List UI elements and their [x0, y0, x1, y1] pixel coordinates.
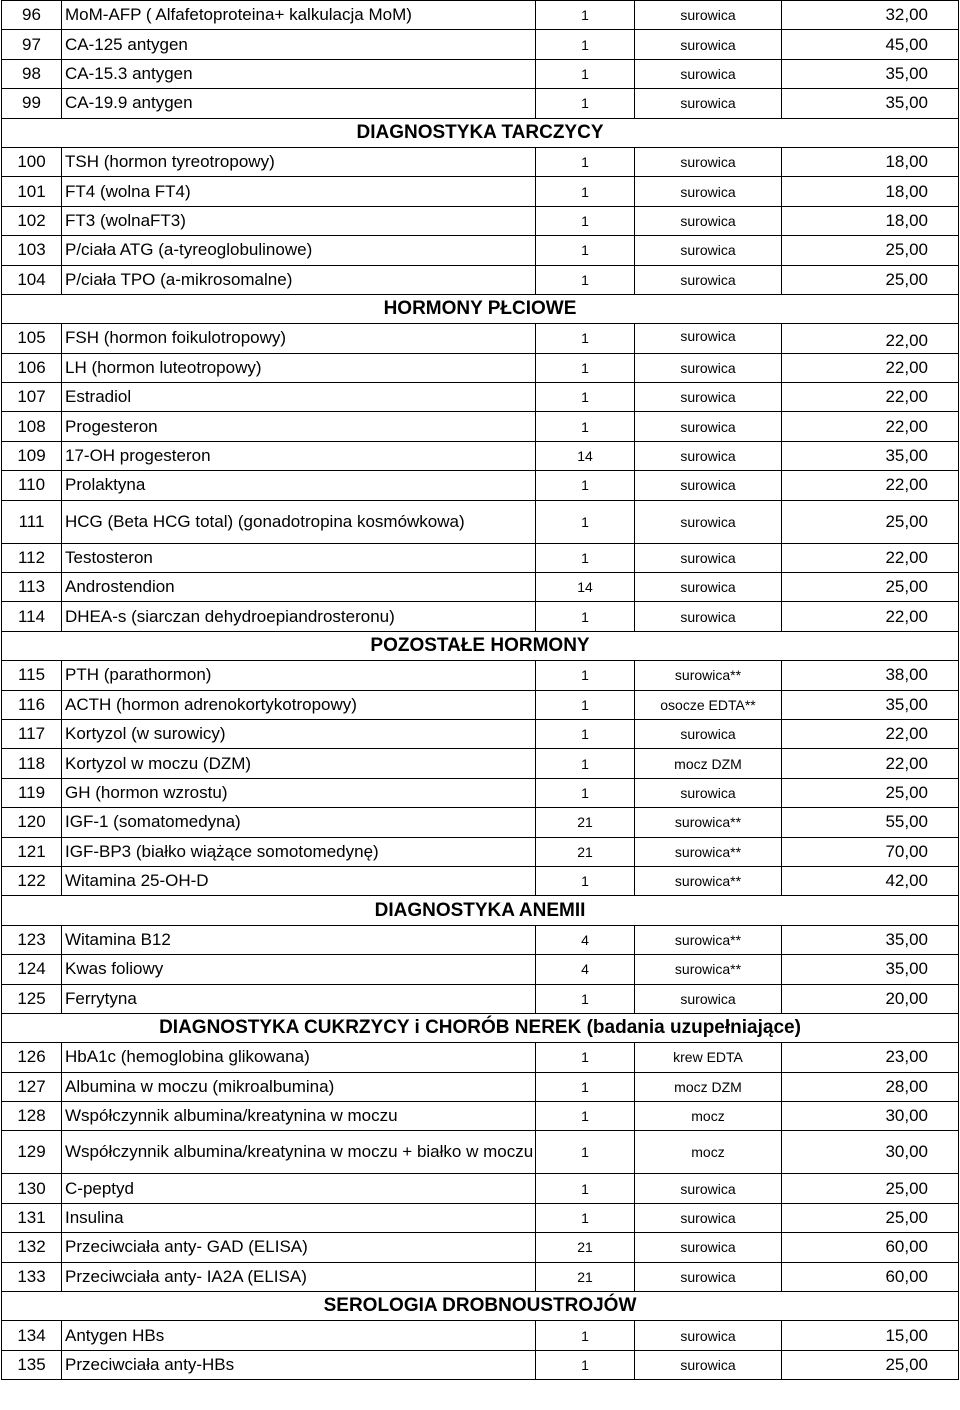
- test-number: 106: [2, 353, 62, 382]
- test-material: surowica: [635, 543, 782, 572]
- table-row: [2, 265, 959, 294]
- test-quantity: 1: [536, 147, 635, 176]
- test-price: 70,00: [782, 837, 959, 866]
- test-price: 28,00: [782, 1072, 959, 1101]
- test-number: 121: [2, 837, 62, 866]
- test-material: surowica: [635, 471, 782, 500]
- test-price: 38,00: [782, 661, 959, 690]
- test-material: mocz DZM: [635, 1072, 782, 1101]
- test-quantity: 1: [536, 1350, 635, 1379]
- test-price: 30,00: [782, 1102, 959, 1131]
- test-name: Ferrytyna: [62, 984, 536, 1013]
- test-material: surowica**: [635, 866, 782, 895]
- test-name: GH (hormon wzrostu): [62, 778, 536, 807]
- table-row: [2, 177, 959, 206]
- test-material: surowica: [635, 206, 782, 235]
- test-price: 25,00: [782, 236, 959, 265]
- test-name: Współczynnik albumina/kreatynina w moczu + białko w moczu: [62, 1131, 536, 1174]
- test-price: 35,00: [782, 59, 959, 88]
- test-name: Przeciwciała anty- IA2A (ELISA): [62, 1262, 536, 1291]
- test-number: 118: [2, 749, 62, 778]
- test-name: MoM-AFP ( Alfafetoproteina+ kalkulacja MoM): [62, 1, 536, 30]
- test-price: 20,00: [782, 984, 959, 1013]
- test-price: 18,00: [782, 147, 959, 176]
- table-row: [2, 1203, 959, 1232]
- test-quantity: 1: [536, 866, 635, 895]
- test-name: C-peptyd: [62, 1174, 536, 1203]
- test-quantity: 14: [536, 573, 635, 602]
- test-number: 115: [2, 661, 62, 690]
- test-quantity: 1: [536, 206, 635, 235]
- table-row: [2, 778, 959, 807]
- table-row: [2, 383, 959, 412]
- table-row: [2, 1174, 959, 1203]
- test-price: 25,00: [782, 500, 959, 543]
- test-price: 25,00: [782, 1203, 959, 1232]
- table-row: [2, 1043, 959, 1072]
- test-material: surowica: [635, 383, 782, 412]
- test-material: surowica: [635, 1321, 782, 1350]
- test-name: Witamina B12: [62, 925, 536, 954]
- table-row: [2, 236, 959, 265]
- section-title: POZOSTAŁE HORMONY: [2, 631, 959, 660]
- test-quantity: 1: [536, 383, 635, 412]
- test-quantity: 1: [536, 1043, 635, 1072]
- test-name: LH (hormon luteotropowy): [62, 353, 536, 382]
- test-number: 114: [2, 602, 62, 631]
- test-price: 32,00: [782, 1, 959, 30]
- test-material: surowica**: [635, 925, 782, 954]
- test-material: surowica: [635, 573, 782, 602]
- test-price: 25,00: [782, 573, 959, 602]
- test-name: IGF-BP3 (białko wiążące somotomedynę): [62, 837, 536, 866]
- test-price: 35,00: [782, 955, 959, 984]
- table-row: [2, 984, 959, 1013]
- test-name: 17-OH progesteron: [62, 441, 536, 470]
- test-name: CA-125 antygen: [62, 30, 536, 59]
- price-list-body: [2, 1, 959, 1380]
- test-material: surowica: [635, 59, 782, 88]
- test-material: mocz: [635, 1102, 782, 1131]
- test-quantity: 1: [536, 1102, 635, 1131]
- test-quantity: 1: [536, 1321, 635, 1350]
- test-name: Testosteron: [62, 543, 536, 572]
- test-material: surowica**: [635, 837, 782, 866]
- table-row: [2, 59, 959, 88]
- price-list-table: [1, 0, 959, 1380]
- table-row: [2, 500, 959, 543]
- test-number: 102: [2, 206, 62, 235]
- test-name: Kortyzol (w surowicy): [62, 719, 536, 748]
- test-price: 18,00: [782, 177, 959, 206]
- test-quantity: 1: [536, 749, 635, 778]
- table-row: [2, 602, 959, 631]
- test-name: Insulina: [62, 1203, 536, 1232]
- section-title: HORMONY PŁCIOWE: [2, 294, 959, 323]
- test-quantity: 1: [536, 177, 635, 206]
- test-material: surowica: [635, 177, 782, 206]
- table-row: [2, 324, 959, 353]
- test-price: 22,00: [782, 471, 959, 500]
- test-material: osocze EDTA**: [635, 690, 782, 719]
- test-quantity: 1: [536, 59, 635, 88]
- test-material: surowica: [635, 353, 782, 382]
- test-price: 35,00: [782, 925, 959, 954]
- test-price: 42,00: [782, 866, 959, 895]
- table-row: [2, 1233, 959, 1262]
- test-price: 45,00: [782, 30, 959, 59]
- table-row: [2, 1131, 959, 1174]
- section-title: DIAGNOSTYKA CUKRZYCY i CHORÓB NEREK (badania uzupełniające): [2, 1013, 959, 1042]
- table-row: [2, 147, 959, 176]
- test-price: 35,00: [782, 441, 959, 470]
- test-price: 22,00: [782, 602, 959, 631]
- table-row: [2, 1, 959, 30]
- test-price: 35,00: [782, 89, 959, 118]
- test-name: Antygen HBs: [62, 1321, 536, 1350]
- test-number: 125: [2, 984, 62, 1013]
- test-quantity: 1: [536, 1203, 635, 1232]
- test-price: 22,00: [782, 353, 959, 382]
- section-header-row: [2, 1013, 959, 1042]
- test-material: surowica**: [635, 661, 782, 690]
- test-number: 119: [2, 778, 62, 807]
- test-quantity: 4: [536, 925, 635, 954]
- test-name: FT4 (wolna FT4): [62, 177, 536, 206]
- test-number: 133: [2, 1262, 62, 1291]
- test-number: 104: [2, 265, 62, 294]
- test-material: surowica: [635, 778, 782, 807]
- test-name: HCG (Beta HCG total) (gonadotropina kosmówkowa): [62, 500, 536, 543]
- table-row: [2, 925, 959, 954]
- test-material: surowica: [635, 30, 782, 59]
- test-name: PTH (parathormon): [62, 661, 536, 690]
- test-number: 129: [2, 1131, 62, 1174]
- test-quantity: 21: [536, 1262, 635, 1291]
- table-row: [2, 471, 959, 500]
- test-price: 55,00: [782, 808, 959, 837]
- section-header-row: [2, 118, 959, 147]
- test-material: surowica: [635, 1174, 782, 1203]
- test-material: surowica: [635, 1233, 782, 1262]
- test-name: Kortyzol w moczu (DZM): [62, 749, 536, 778]
- test-price: 25,00: [782, 1174, 959, 1203]
- table-row: [2, 955, 959, 984]
- test-number: 100: [2, 147, 62, 176]
- test-number: 123: [2, 925, 62, 954]
- test-material: surowica: [635, 1262, 782, 1291]
- test-number: 96: [2, 1, 62, 30]
- test-number: 126: [2, 1043, 62, 1072]
- test-price: 60,00: [782, 1262, 959, 1291]
- test-quantity: 1: [536, 719, 635, 748]
- table-row: [2, 1102, 959, 1131]
- test-price: 25,00: [782, 265, 959, 294]
- test-name: Prolaktyna: [62, 471, 536, 500]
- test-material: surowica: [635, 719, 782, 748]
- test-material: surowica: [635, 412, 782, 441]
- test-name: CA-19.9 antygen: [62, 89, 536, 118]
- test-name: Androstendion: [62, 573, 536, 602]
- test-number: 101: [2, 177, 62, 206]
- test-price: 35,00: [782, 690, 959, 719]
- section-title: DIAGNOSTYKA TARCZYCY: [2, 118, 959, 147]
- test-material: surowica: [635, 265, 782, 294]
- test-price: 22,00: [782, 383, 959, 412]
- test-name: HbA1c (hemoglobina glikowana): [62, 1043, 536, 1072]
- section-header-row: [2, 896, 959, 925]
- test-price: 25,00: [782, 778, 959, 807]
- table-row: [2, 412, 959, 441]
- test-material: surowica: [635, 602, 782, 631]
- test-quantity: 14: [536, 441, 635, 470]
- test-name: Przeciwciała anty- GAD (ELISA): [62, 1233, 536, 1262]
- test-name: ACTH (hormon adrenokortykotropowy): [62, 690, 536, 719]
- test-material: surowica: [635, 147, 782, 176]
- test-number: 116: [2, 690, 62, 719]
- test-price: 25,00: [782, 1350, 959, 1379]
- test-name: FT3 (wolnaFT3): [62, 206, 536, 235]
- test-price: 60,00: [782, 1233, 959, 1262]
- test-name: P/ciała TPO (a-mikrosomalne): [62, 265, 536, 294]
- test-quantity: 1: [536, 500, 635, 543]
- test-quantity: 1: [536, 324, 635, 353]
- test-price: 22,00: [782, 719, 959, 748]
- test-material: surowica: [635, 236, 782, 265]
- test-number: 108: [2, 412, 62, 441]
- test-number: 110: [2, 471, 62, 500]
- test-material: surowica: [635, 1350, 782, 1379]
- section-header-row: [2, 631, 959, 660]
- test-quantity: 4: [536, 955, 635, 984]
- test-number: 97: [2, 30, 62, 59]
- test-name: FSH (hormon foikulotropowy): [62, 324, 536, 353]
- test-number: 127: [2, 1072, 62, 1101]
- test-number: 107: [2, 383, 62, 412]
- test-quantity: 1: [536, 984, 635, 1013]
- test-quantity: 1: [536, 1131, 635, 1174]
- test-material: surowica: [635, 984, 782, 1013]
- test-material: krew EDTA: [635, 1043, 782, 1072]
- test-quantity: 1: [536, 265, 635, 294]
- test-number: 112: [2, 543, 62, 572]
- test-quantity: 1: [536, 1072, 635, 1101]
- table-row: [2, 30, 959, 59]
- table-row: [2, 661, 959, 690]
- test-number: 122: [2, 866, 62, 895]
- test-quantity: 1: [536, 236, 635, 265]
- test-material: surowica: [635, 89, 782, 118]
- test-number: 132: [2, 1233, 62, 1262]
- test-material: mocz: [635, 1131, 782, 1174]
- test-price: 18,00: [782, 206, 959, 235]
- test-quantity: 1: [536, 412, 635, 441]
- test-name: Współczynnik albumina/kreatynina w moczu: [62, 1102, 536, 1131]
- test-number: 120: [2, 808, 62, 837]
- test-material: surowica: [635, 324, 782, 353]
- table-row: [2, 690, 959, 719]
- test-quantity: 1: [536, 30, 635, 59]
- table-row: [2, 573, 959, 602]
- test-quantity: 1: [536, 602, 635, 631]
- test-name: Witamina 25-OH-D: [62, 866, 536, 895]
- test-material: surowica: [635, 441, 782, 470]
- test-name: Estradiol: [62, 383, 536, 412]
- section-title: SEROLOGIA DROBNOUSTROJÓW: [2, 1292, 959, 1321]
- table-row: [2, 1262, 959, 1291]
- test-quantity: 1: [536, 778, 635, 807]
- test-material: surowica**: [635, 808, 782, 837]
- test-price: 22,00: [782, 749, 959, 778]
- test-quantity: 21: [536, 1233, 635, 1262]
- table-row: [2, 1350, 959, 1379]
- test-quantity: 1: [536, 543, 635, 572]
- test-name: DHEA-s (siarczan dehydroepiandrosteronu): [62, 602, 536, 631]
- test-price: 30,00: [782, 1131, 959, 1174]
- test-quantity: 1: [536, 1174, 635, 1203]
- test-number: 113: [2, 573, 62, 602]
- test-number: 124: [2, 955, 62, 984]
- test-number: 111: [2, 500, 62, 543]
- table-row: [2, 89, 959, 118]
- test-material: surowica: [635, 1203, 782, 1232]
- test-material: surowica**: [635, 955, 782, 984]
- test-number: 105: [2, 324, 62, 353]
- test-name: Progesteron: [62, 412, 536, 441]
- section-header-row: [2, 294, 959, 323]
- test-name: TSH (hormon tyreotropowy): [62, 147, 536, 176]
- test-number: 109: [2, 441, 62, 470]
- test-number: 128: [2, 1102, 62, 1131]
- test-quantity: 1: [536, 89, 635, 118]
- test-price: 23,00: [782, 1043, 959, 1072]
- test-quantity: 1: [536, 1, 635, 30]
- test-number: 130: [2, 1174, 62, 1203]
- test-quantity: 1: [536, 353, 635, 382]
- section-title: DIAGNOSTYKA ANEMII: [2, 896, 959, 925]
- test-quantity: 21: [536, 808, 635, 837]
- table-row: [2, 749, 959, 778]
- table-row: [2, 1072, 959, 1101]
- test-name: CA-15.3 antygen: [62, 59, 536, 88]
- table-row: [2, 1321, 959, 1350]
- test-number: 117: [2, 719, 62, 748]
- test-number: 103: [2, 236, 62, 265]
- test-number: 131: [2, 1203, 62, 1232]
- test-number: 135: [2, 1350, 62, 1379]
- test-quantity: 1: [536, 661, 635, 690]
- section-header-row: [2, 1292, 959, 1321]
- test-price: 22,00: [782, 324, 959, 353]
- test-name: P/ciała ATG (a-tyreoglobulinowe): [62, 236, 536, 265]
- test-quantity: 1: [536, 690, 635, 719]
- test-price: 15,00: [782, 1321, 959, 1350]
- table-row: [2, 206, 959, 235]
- table-row: [2, 543, 959, 572]
- table-row: [2, 866, 959, 895]
- test-material: mocz DZM: [635, 749, 782, 778]
- test-material: surowica: [635, 500, 782, 543]
- test-price: 22,00: [782, 412, 959, 441]
- test-price: 22,00: [782, 543, 959, 572]
- test-number: 99: [2, 89, 62, 118]
- test-number: 134: [2, 1321, 62, 1350]
- test-quantity: 1: [536, 471, 635, 500]
- table-row: [2, 441, 959, 470]
- test-name: Kwas foliowy: [62, 955, 536, 984]
- test-number: 98: [2, 59, 62, 88]
- test-name: Albumina w moczu (mikroalbumina): [62, 1072, 536, 1101]
- table-row: [2, 837, 959, 866]
- table-row: [2, 808, 959, 837]
- test-name: IGF-1 (somatomedyna): [62, 808, 536, 837]
- table-row: [2, 719, 959, 748]
- test-name: Przeciwciała anty-HBs: [62, 1350, 536, 1379]
- table-row: [2, 353, 959, 382]
- test-material: surowica: [635, 1, 782, 30]
- test-quantity: 21: [536, 837, 635, 866]
